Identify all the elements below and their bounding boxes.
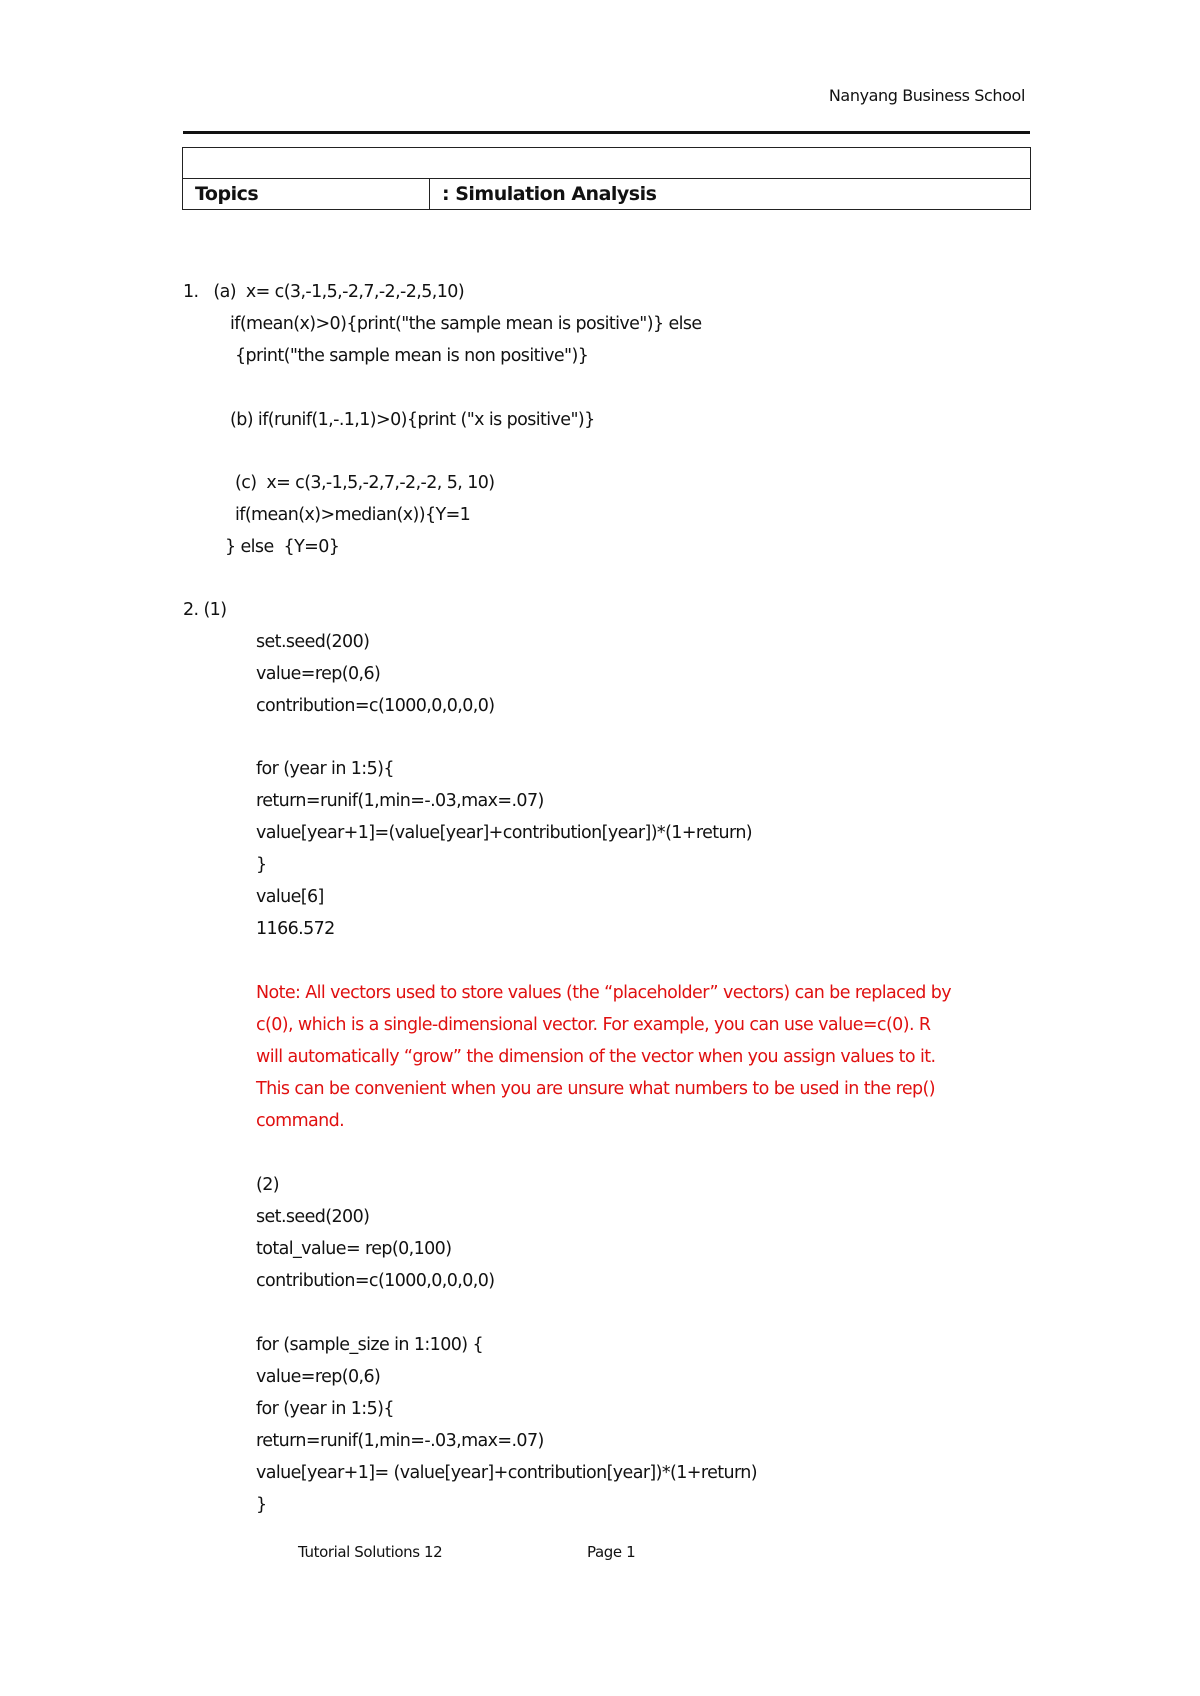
q2p1-line-2: contribution=c(1000,0,0,0,0) xyxy=(256,696,495,716)
q2p2-line-7: for (year in 1:5){ xyxy=(256,1399,394,1419)
q2-heading: 2. (1) xyxy=(183,600,227,620)
q2p1-line-8: value[6] xyxy=(256,887,324,907)
note-line-2: will automatically “grow” the dimension of the vector when you assign values to it. xyxy=(256,1047,936,1067)
q2p1-line-5: return=runif(1,min=-.03,max=.07) xyxy=(256,791,544,811)
header-rule xyxy=(183,131,1030,134)
note-line-0: Note: All vectors used to store values (the “placeholder” vectors) can be replaced by xyxy=(256,983,952,1003)
note-line-1: c(0), which is a single-dimensional vector. For example, you can use value=c(0). R xyxy=(256,1015,931,1035)
q2p1-line-0: set.seed(200) xyxy=(256,632,370,652)
note-line-3: This can be convenient when you are unsure what numbers to be used in the rep() xyxy=(256,1079,935,1099)
q1c-line-2: } else {Y=0} xyxy=(225,537,340,557)
q2p1-line-4: for (year in 1:5){ xyxy=(256,759,394,779)
q1a-line-0: 1. (a) x= c(3,-1,5,-2,7,-2,-2,5,10) xyxy=(183,282,465,302)
q2p1-line-6: value[year+1]=(value[year]+contribution[year])*(1+return) xyxy=(256,823,753,843)
topics-empty-cell xyxy=(183,148,1031,179)
q2p1-line-9: 1166.572 xyxy=(256,919,335,939)
note-line-4: command. xyxy=(256,1111,345,1131)
q1c-line-0: (c) x= c(3,-1,5,-2,7,-2,-2, 5, 10) xyxy=(235,473,495,493)
q2p2-line-8: return=runif(1,min=-.03,max=.07) xyxy=(256,1431,544,1451)
q2p2-line-1: set.seed(200) xyxy=(256,1207,370,1227)
q2p1-line-1: value=rep(0,6) xyxy=(256,664,381,684)
topics-row xyxy=(183,179,1031,210)
header-school: Nanyang Business School xyxy=(828,86,1025,105)
topics-empty-row xyxy=(183,148,1031,179)
q1b-line-0: (b) if(runif(1,-.1,1)>0){print ("x is positive")} xyxy=(230,410,595,430)
q2p2-line-5: for (sample_size in 1:100) { xyxy=(256,1335,483,1355)
topics-value: : Simulation Analysis xyxy=(430,179,1031,210)
footer-title: Tutorial Solutions 12 xyxy=(298,1543,443,1561)
q2p1-line-7: } xyxy=(256,855,267,875)
footer-page-number: Page 1 xyxy=(587,1543,636,1561)
q2p2-line-6: value=rep(0,6) xyxy=(256,1367,381,1387)
q1c-line-1: if(mean(x)>median(x)){Y=1 xyxy=(235,505,471,525)
q2p2-line-0: (2) xyxy=(256,1175,279,1195)
q1a-line-2: {print("the sample mean is non positive")} xyxy=(235,346,589,366)
q2p2-line-3: contribution=c(1000,0,0,0,0) xyxy=(256,1271,495,1291)
q1a-line-1: if(mean(x)>0){print("the sample mean is positive")} else xyxy=(230,314,702,334)
topics-table xyxy=(182,147,1031,210)
q2p2-line-2: total_value= rep(0,100) xyxy=(256,1239,452,1259)
q2p2-line-10: } xyxy=(256,1495,267,1515)
topics-label: Topics xyxy=(183,179,430,210)
q2p2-line-9: value[year+1]= (value[year]+contribution[year])*(1+return) xyxy=(256,1463,758,1483)
